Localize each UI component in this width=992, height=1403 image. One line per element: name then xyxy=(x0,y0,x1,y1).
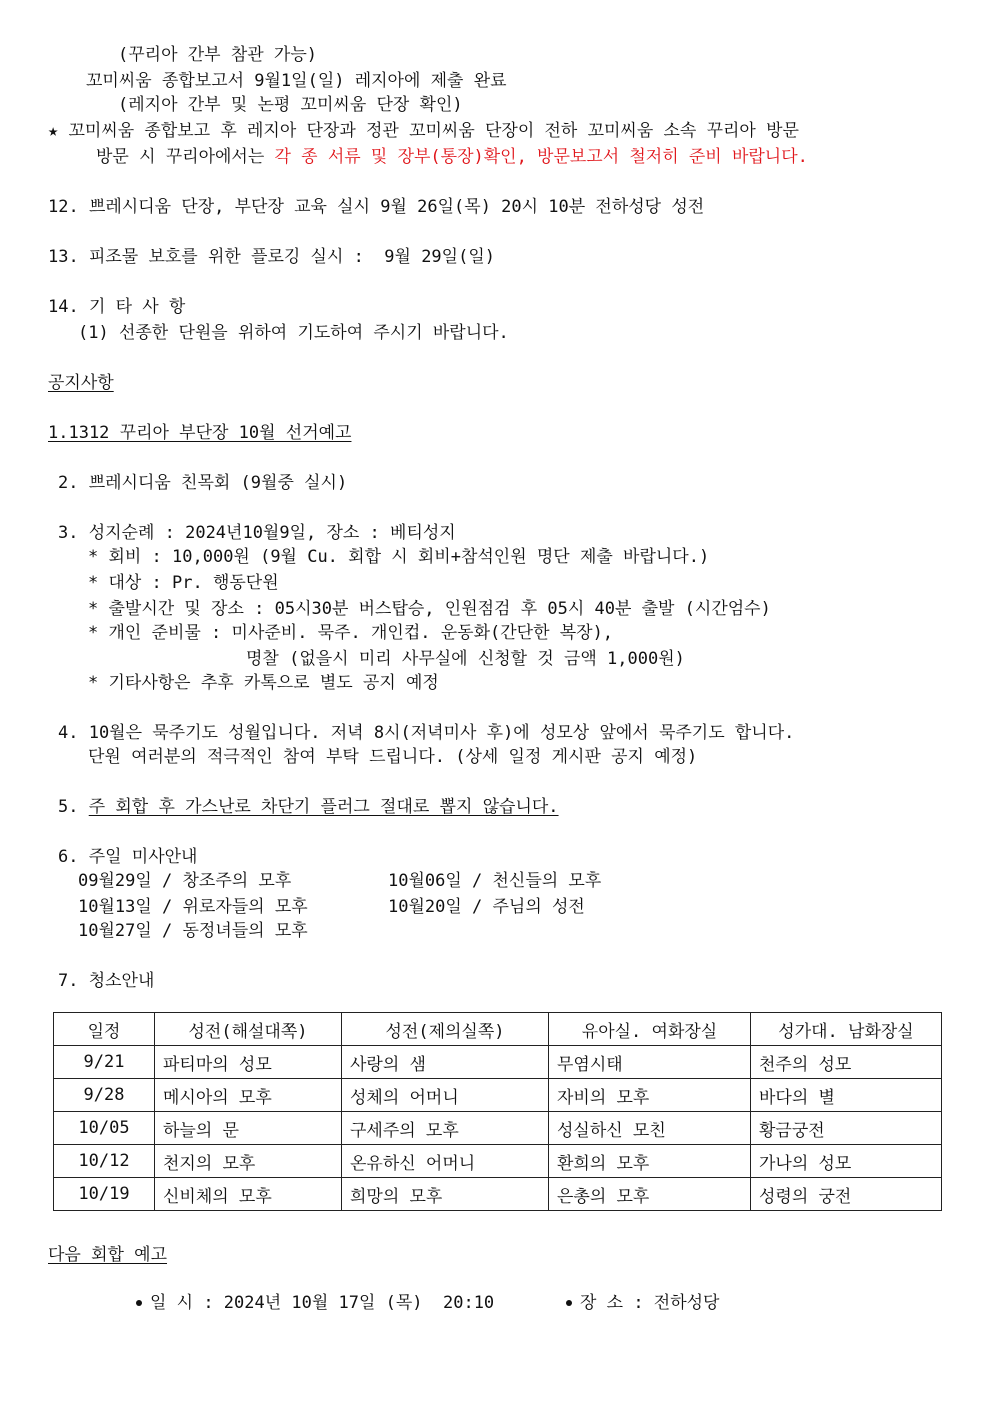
column-header: 성가대. 남화장실 xyxy=(751,1013,942,1046)
mass-schedule-item: 10월27일 / 동정녀들의 모후 xyxy=(78,921,308,941)
mass-schedule-item: 10월13일 / 위로자들의 모후 xyxy=(78,897,308,917)
notice-2: 2. 쁘레시디움 친목회 (9월중 실시) xyxy=(58,473,348,493)
column-header: 유아실. 여화장실 xyxy=(549,1013,751,1046)
star-icon: ★ xyxy=(48,121,59,141)
table-cell-date: 9/28 xyxy=(54,1079,155,1112)
notice-5 xyxy=(58,796,559,818)
table-cell: 천주의 성모 xyxy=(751,1046,942,1079)
table-cell: 바다의 별 xyxy=(751,1079,942,1112)
bullet-icon xyxy=(566,1300,572,1306)
table-cell: 메시아의 모후 xyxy=(155,1079,342,1112)
table-cell: 성실하신 모친 xyxy=(549,1112,751,1145)
column-header-date: 일정 xyxy=(54,1013,155,1046)
star-note-line2-prefix: 방문 시 꾸리아에서는 xyxy=(96,147,275,167)
table-row xyxy=(54,1046,942,1079)
table-cell: 자비의 모후 xyxy=(549,1079,751,1112)
mass-schedule-item: 09월29일 / 창조주의 모후 xyxy=(78,871,292,891)
top-note-line3: (레지아 간부 및 논평 꼬미씨움 단장 확인) xyxy=(118,95,463,115)
notice-7-title: 7. 청소안내 xyxy=(58,971,155,991)
mass-schedule-item: 10월06일 / 천신들의 모후 xyxy=(388,871,602,891)
table-cell: 사랑의 샘 xyxy=(342,1046,549,1079)
cleaning-table xyxy=(53,1012,942,1211)
notice-3-items: * 개인 준비물 : 미사준비. 묵주. 개인컵. 운동화(간단한 복장), xyxy=(88,623,614,643)
table-cell: 가나의 성모 xyxy=(751,1145,942,1178)
table-cell: 하늘의 문 xyxy=(155,1112,342,1145)
table-cell-date: 10/19 xyxy=(54,1178,155,1211)
table-cell: 희망의 모후 xyxy=(342,1178,549,1211)
notice-3-target: * 대상 : Pr. 행동단원 xyxy=(88,573,279,593)
next-meeting-title: 다음 회합 예고 xyxy=(48,1245,168,1265)
next-meeting-place-text: 장 소 : 전하성당 xyxy=(580,1293,720,1313)
item-14-1: (1) 선종한 단원을 위하여 기도하여 주시기 바랍니다. xyxy=(78,323,509,343)
next-meeting-datetime-text: 일 시 : 2024년 10월 17일 (목) 20:10 xyxy=(150,1293,495,1313)
table-cell: 환희의 모후 xyxy=(549,1145,751,1178)
table-row xyxy=(54,1079,942,1112)
notice-3-fee: * 회비 : 10,000원 (9월 Cu. 회합 시 회비+참석인원 명단 제출 바랍니다.) xyxy=(88,547,710,567)
table-cell-date: 10/05 xyxy=(54,1112,155,1145)
table-cell: 성체의 어머니 xyxy=(342,1079,549,1112)
star-note-line2-emphasis: 각 종 서류 및 장부(통장)확인, 방문보고서 철저히 준비 바랍니다. xyxy=(274,147,808,167)
notice-1: 1.1312 꾸리아 부단장 10월 선거예고 xyxy=(48,423,352,443)
table-header-row xyxy=(54,1013,942,1046)
notice-4: 4. 10월은 묵주기도 성월입니다. 저녁 8시(저녁미사 후)에 성모상 앞에서 묵주기도 합니다. xyxy=(58,723,795,743)
table-row xyxy=(54,1112,942,1145)
notice-3-etc: * 기타사항은 추후 카톡으로 별도 공지 예정 xyxy=(88,673,439,693)
column-header: 성전(해설대쪽) xyxy=(155,1013,342,1046)
table-cell: 구세주의 모후 xyxy=(342,1112,549,1145)
next-meeting-datetime xyxy=(136,1292,494,1314)
star-note-text: 꼬미씨움 종합보고 후 레지아 단장과 정관 꼬미씨움 단장이 전하 꼬미씨움 소속 꾸리아 방문 xyxy=(68,121,799,141)
table-cell: 성령의 궁전 xyxy=(751,1178,942,1211)
star-note xyxy=(48,120,799,142)
notice-title: 공지사항 xyxy=(48,373,114,393)
table-cell: 온유하신 어머니 xyxy=(342,1145,549,1178)
table-cell: 은총의 모후 xyxy=(549,1178,751,1211)
notice-5-number: 5. xyxy=(58,797,89,817)
column-header: 성전(제의실쪽) xyxy=(342,1013,549,1046)
table-row xyxy=(54,1145,942,1178)
star-note-line2 xyxy=(96,146,808,168)
table-cell: 신비체의 모후 xyxy=(155,1178,342,1211)
next-meeting-place xyxy=(566,1292,719,1314)
table-row xyxy=(54,1178,942,1211)
table-cell: 파티마의 성모 xyxy=(155,1046,342,1079)
top-note-line1: (꾸리아 간부 참관 가능) xyxy=(118,45,317,65)
item-13: 13. 피조물 보호를 위한 플로깅 실시 : 9월 29일(일) xyxy=(48,247,495,267)
top-note-line2: 꼬미씨움 종합보고서 9월1일(일) 레지아에 제출 완료 xyxy=(86,71,507,91)
notice-3-title: 3. 성지순례 : 2024년10월9일, 장소 : 베티성지 xyxy=(58,523,456,543)
table-cell-date: 9/21 xyxy=(54,1046,155,1079)
table-cell: 천지의 모후 xyxy=(155,1145,342,1178)
table-cell: 황금궁전 xyxy=(751,1112,942,1145)
table-cell: 무염시태 xyxy=(549,1046,751,1079)
notice-6-title: 6. 주일 미사안내 xyxy=(58,847,198,867)
item-14-title: 14. 기 타 사 항 xyxy=(48,297,186,317)
mass-schedule-item: 10월20일 / 주님의 성전 xyxy=(388,897,585,917)
item-12: 12. 쁘레시디움 단장, 부단장 교육 실시 9월 26일(목) 20시 10분 전하성당 성전 xyxy=(48,197,705,217)
notice-3-departure: * 출발시간 및 장소 : 05시30분 버스탑승, 인원점검 후 05시 40분 출발 (시간엄수) xyxy=(88,599,771,619)
bullet-icon xyxy=(136,1300,142,1306)
notice-3-items-2: 명찰 (없을시 미리 사무실에 신청할 것 금액 1,000원) xyxy=(246,649,685,669)
notice-4-line2: 단원 여러분의 적극적인 참여 부탁 드립니다. (상세 일정 게시판 공지 예정) xyxy=(88,747,698,767)
table-cell-date: 10/12 xyxy=(54,1145,155,1178)
notice-5-text: 주 회합 후 가스난로 차단기 플러그 절대로 뽑지 않습니다. xyxy=(88,797,559,817)
